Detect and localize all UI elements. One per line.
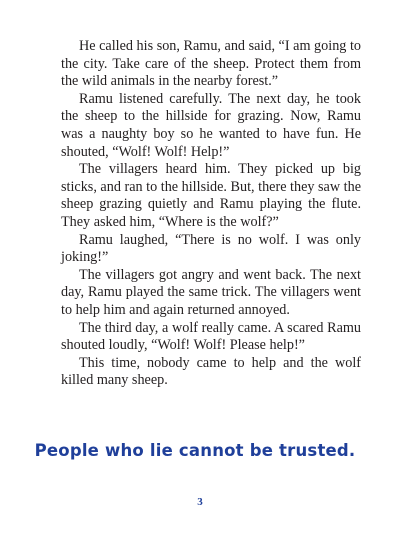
story-paragraph-5: The villagers got angry and went back. The next day, Ramu played the same trick. The villagers went to help him and again returned annoyed.: [61, 266, 361, 318]
story-text: [61, 38, 361, 390]
page-number: 3: [197, 496, 203, 508]
story-paragraph-2: Ramu listened carefully. The next day, he took the sheep to the hillside for grazing. Now, Ramu was a naughty boy so he wanted to have fun. He shouted, “Wolf! Wolf! Help!”: [61, 90, 361, 160]
story-paragraph-7: This time, nobody came to help and the wolf killed many sheep.: [61, 354, 361, 389]
story-paragraph-4: Ramu laughed, “There is no wolf. I was only joking!”: [61, 231, 361, 266]
story-paragraph-6: The third day, a wolf really came. A scared Ramu shouted loudly, “Wolf! Wolf! Please help!”: [61, 319, 361, 354]
story-paragraph-3: The villagers heard him. They picked up big sticks, and ran to the hillside. But, there they saw the sheep grazing quietly and Ramu playing the flute. They asked him, “Where is the wolf?”: [61, 161, 361, 230]
story-paragraph-1: He called his son, Ramu, and said, “I am going to the city. Take care of the sheep. Protect them from the wild animals in the nearby forest.”: [61, 38, 361, 90]
moral-text: People who lie cannot be trusted.: [34, 441, 356, 460]
